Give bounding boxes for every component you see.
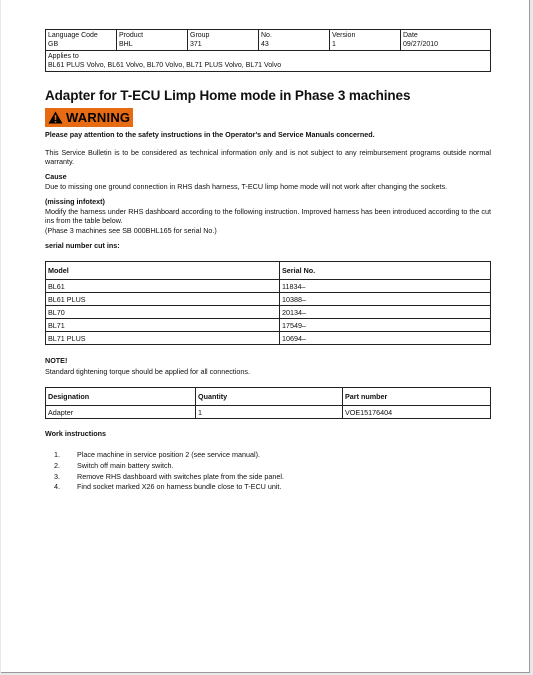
- list-item: [54, 450, 474, 461]
- document-page: [1, 0, 530, 673]
- warning-triangle-icon: [48, 111, 63, 124]
- list-item: [54, 482, 474, 493]
- bulletin-note: This Service Bulletin is to be considered as technical information only and is not subject to any reimbursement programs outside normal warranty.: [45, 148, 491, 166]
- list-item: [54, 461, 474, 472]
- table-row: [46, 293, 491, 306]
- serial-table-header-model: Model: [46, 262, 280, 280]
- missing-infotext-heading: (missing infotext): [45, 197, 105, 206]
- safety-note: Please pay attention to the safety instructions in the Operator's and Service Manuals concerned.: [45, 130, 375, 139]
- table-cell: BL71 PLUS: [46, 332, 280, 345]
- table-cell: BL70: [46, 306, 280, 319]
- step-number: 4.: [54, 482, 60, 492]
- table-cell: 1: [196, 406, 343, 419]
- table-cell: Adapter: [46, 406, 196, 419]
- work-instructions-list: [54, 450, 474, 493]
- list-item: [54, 472, 474, 483]
- cause-heading: Cause: [45, 172, 67, 181]
- header-group: Group 371: [188, 30, 259, 51]
- table-row: [46, 306, 491, 319]
- table-cell: BL61: [46, 280, 280, 293]
- step-number: 3.: [54, 471, 60, 481]
- table-cell: VOE15176404: [343, 406, 491, 419]
- table-cell: 10694–: [280, 332, 491, 345]
- missing-infotext-note: (Phase 3 machines see SB 000BHL165 for serial No.): [45, 226, 217, 235]
- table-cell: BL61 PLUS: [46, 293, 280, 306]
- header-number: No. 43: [259, 30, 330, 51]
- table-row: [46, 332, 491, 345]
- table-cell: 20134–: [280, 306, 491, 319]
- header-date: Date 09/27/2010: [401, 30, 491, 51]
- step-number: 2.: [54, 460, 60, 470]
- missing-infotext-text: Modify the harness under RHS dashboard according to the following instruction. Improved harness has been introduced according to the cut ins from the table below.: [45, 207, 491, 225]
- parts-table-header-quantity: Quantity: [196, 388, 343, 406]
- cause-text: Due to missing one ground connection in RHS dash harness, T-ECU limp home mode will not work after changing the sockets.: [45, 182, 448, 191]
- note-heading: NOTE!: [45, 356, 68, 365]
- warning-label: WARNING: [66, 110, 131, 125]
- note-text: Standard tightening torque should be applied for all connections.: [45, 367, 250, 376]
- step-text: Place machine in service position 2 (see service manual).: [77, 450, 260, 459]
- header-language-code: Language Code GB: [46, 30, 117, 51]
- work-instructions-heading: Work instructions: [45, 429, 106, 438]
- step-text: Find socket marked X26 on harness bundle close to T-ECU unit.: [77, 482, 282, 492]
- table-row: [46, 280, 491, 293]
- serial-number-table: [45, 261, 491, 345]
- table-cell: 11834–: [280, 280, 491, 293]
- page-title: Adapter for T-ECU Limp Home mode in Phase 3 machines: [45, 88, 411, 103]
- parts-table: [45, 387, 491, 419]
- table-row: [46, 406, 491, 419]
- serial-table-header-serial: Serial No.: [280, 262, 491, 280]
- header-version: Version 1: [330, 30, 401, 51]
- parts-table-header-designation: Designation: [46, 388, 196, 406]
- table-cell: 10388–: [280, 293, 491, 306]
- parts-table-header-part-number: Part number: [343, 388, 491, 406]
- warning-banner: [45, 108, 133, 127]
- step-text: Switch off main battery switch.: [77, 460, 174, 470]
- step-number: 1.: [54, 450, 60, 459]
- table-cell: BL71: [46, 319, 280, 332]
- serial-heading: serial number cut ins:: [45, 241, 120, 250]
- step-text: Remove RHS dashboard with switches plate from the side panel.: [77, 471, 284, 481]
- table-cell: 17549–: [280, 319, 491, 332]
- header-applies-to: Applies to BL61 PLUS Volvo, BL61 Volvo, BL70 Volvo, BL71 PLUS Volvo, BL71 Volvo: [46, 51, 491, 72]
- header-product: Product BHL: [117, 30, 188, 51]
- table-row: [46, 319, 491, 332]
- bulletin-header-table: [45, 29, 491, 72]
